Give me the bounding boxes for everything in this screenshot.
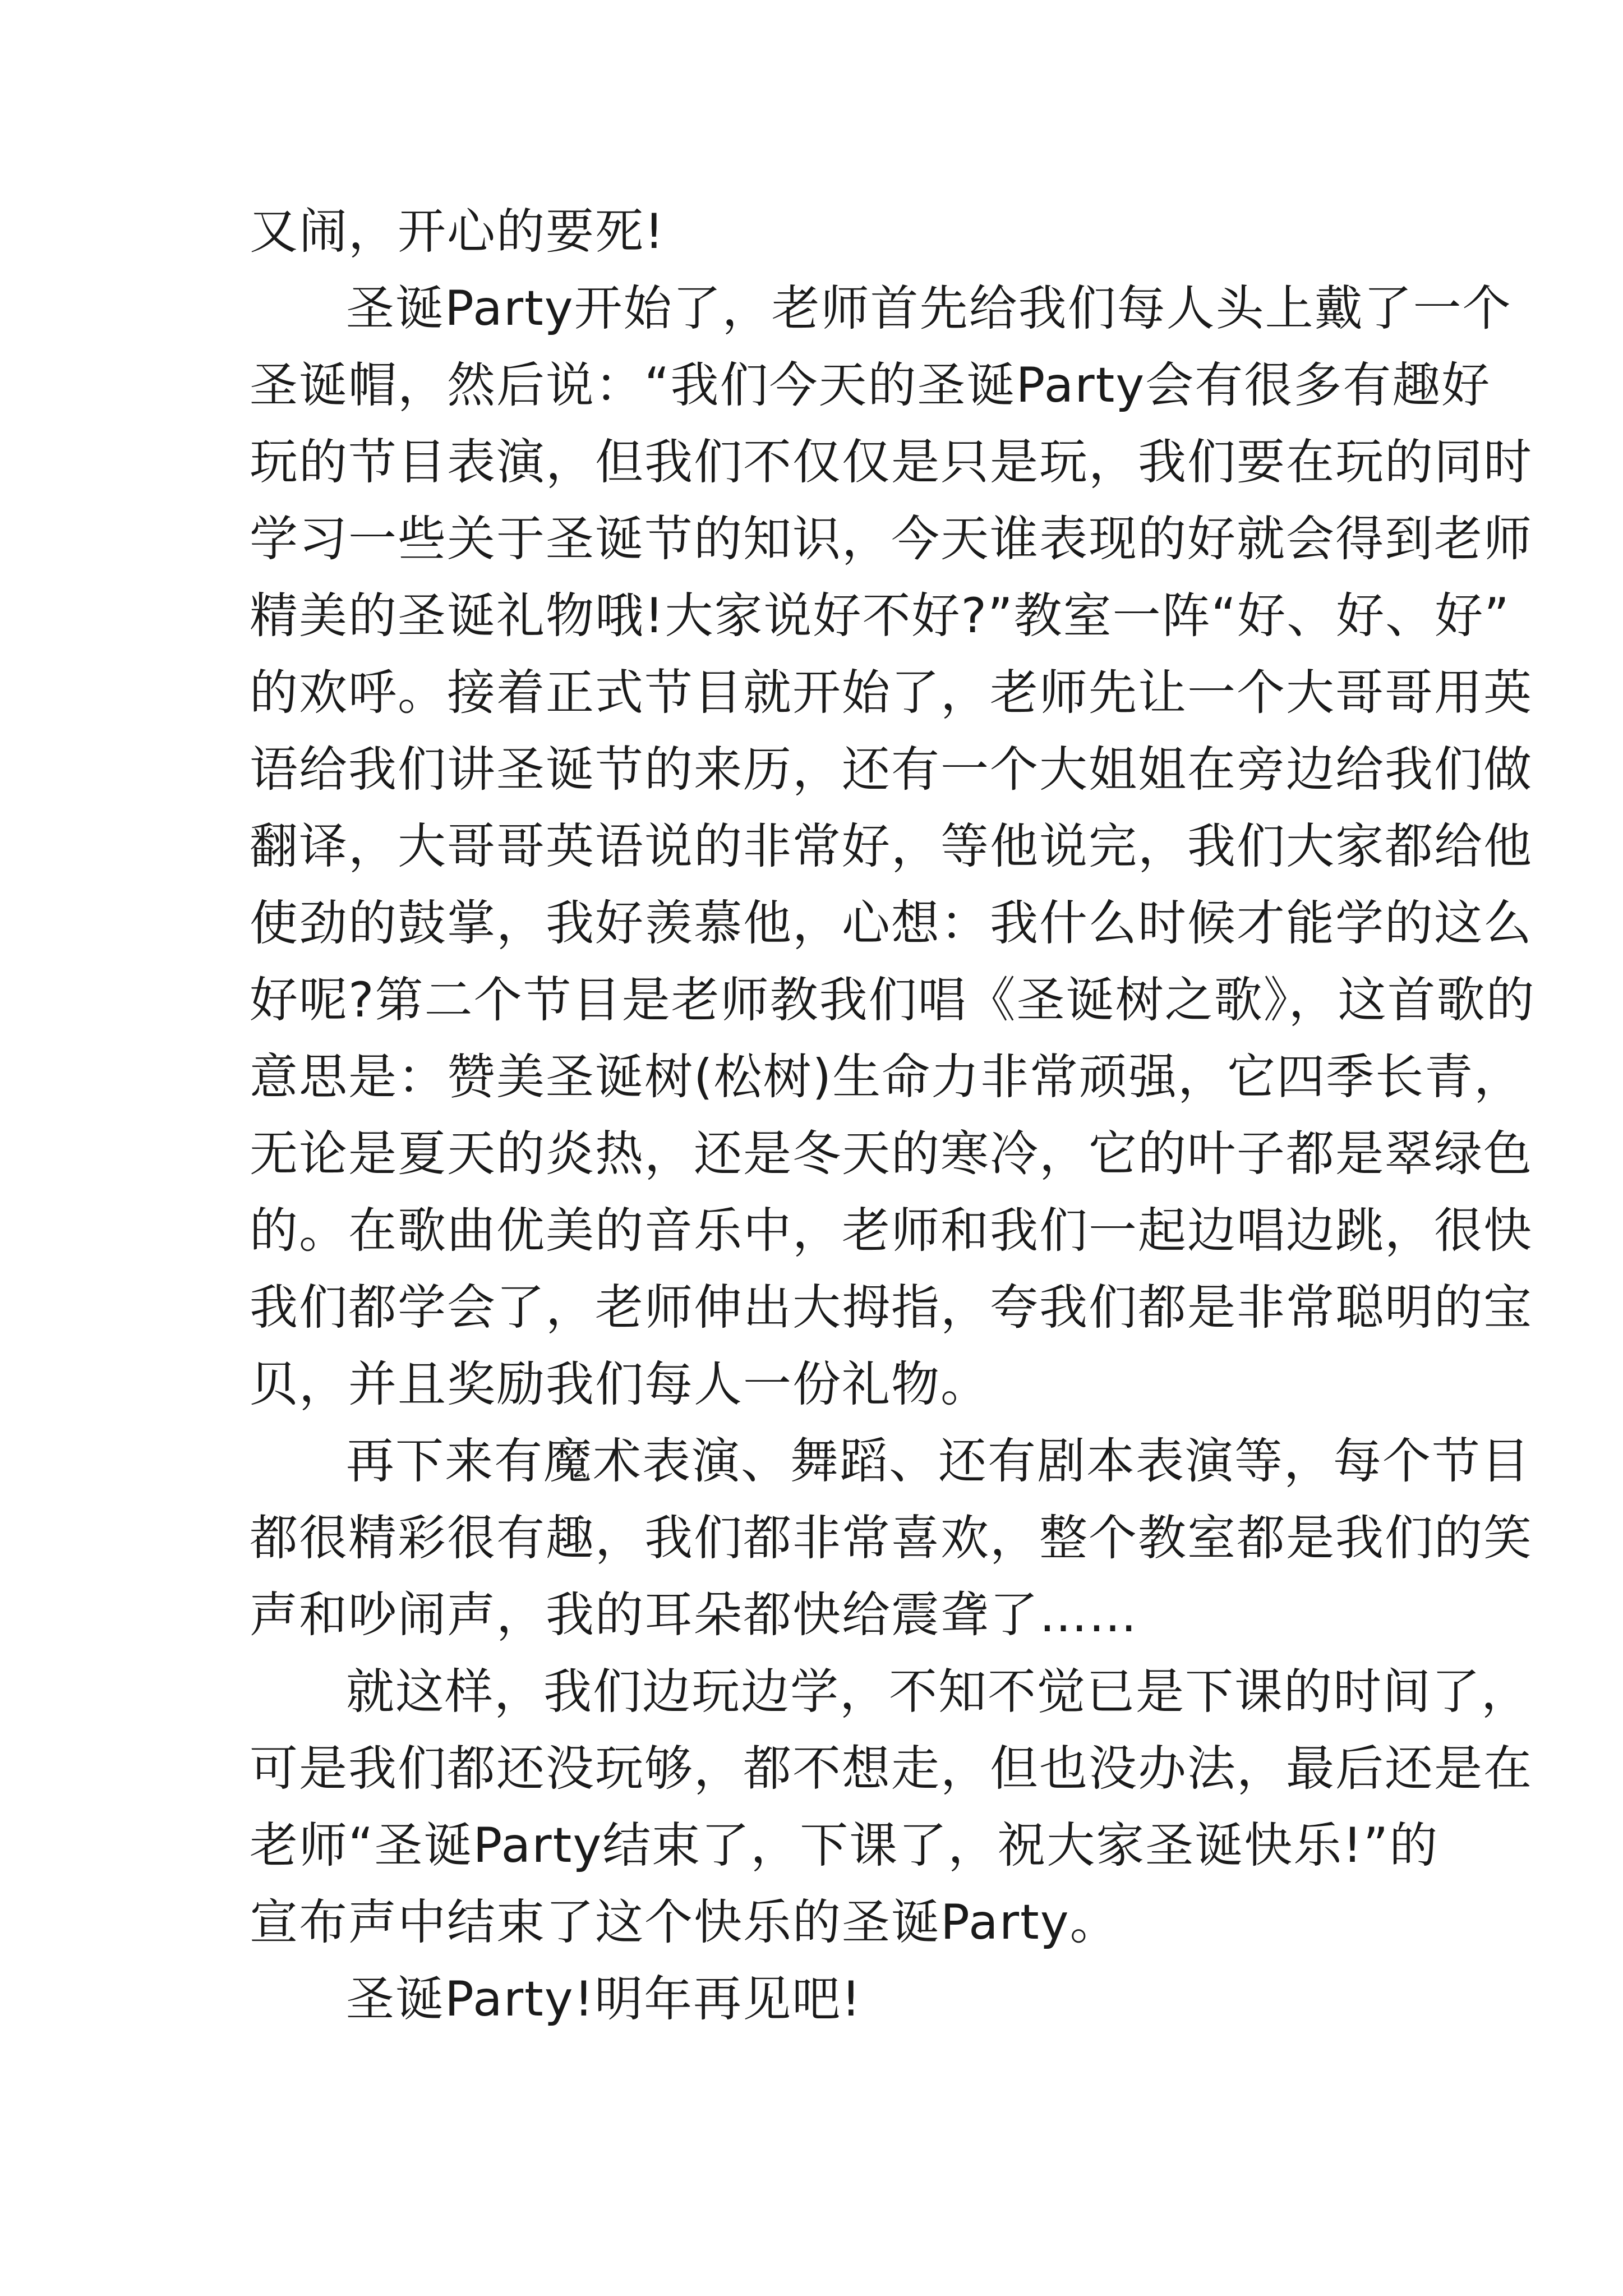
paragraph — [250, 1423, 1533, 1654]
paragraph-line: 使劲的鼓掌，我好羡慕他，心想：我什么时候才能学的这么 — [250, 895, 1533, 951]
paragraph-line: 都很精彩很有趣，我们都非常喜欢，整个教室都是我们的笑 — [250, 1510, 1533, 1566]
article-body — [250, 194, 1536, 2038]
paragraph-line: 的欢呼。接着正式节目就开始了，老师先让一个大哥哥用英 — [250, 665, 1533, 721]
paragraph-line: 宣布声中结束了这个快乐的圣诞Party。 — [250, 1894, 1119, 1950]
paragraph — [250, 1961, 1377, 2038]
paragraph-line: 圣诞Party!明年再见吧! — [346, 1971, 862, 2027]
paragraph-line: 学习一些关于圣诞节的知识，今天谁表现的好就会得到老师 — [250, 511, 1533, 567]
paragraph-line: 圣诞Party开始了，老师首先给我们每人头上戴了一个 — [346, 280, 1512, 337]
paragraph — [250, 1654, 1533, 1961]
paragraph-line: 就这样，我们边玩边学，不知不觉已是下课的时间了， — [346, 1664, 1530, 1720]
paragraph-line: 意思是：赞美圣诞树(松树)生命力非常顽强，它四季长青， — [250, 1049, 1524, 1105]
paragraph-line: 声和吵闹声，我的耳朵都快给震聋了…… — [250, 1587, 1138, 1643]
paragraph-line: 贝，并且奖励我们每人一份礼物。 — [250, 1356, 990, 1412]
paragraph-line: 又闹，开心的要死! — [250, 204, 665, 260]
paragraph-line: 翻译，大哥哥英语说的非常好，等他说完，我们大家都给他 — [250, 818, 1533, 875]
paragraph-line: 我们都学会了，老师伸出大拇指，夸我们都是非常聪明的宝 — [250, 1280, 1533, 1336]
paragraph-line: 圣诞帽，然后说：“我们今天的圣诞Party会有很多有趣好 — [250, 357, 1491, 413]
paragraph-line: 的。在歌曲优美的音乐中，老师和我们一起边唱边跳，很快 — [250, 1203, 1533, 1259]
paragraph — [250, 270, 1536, 1423]
paragraph-line: 语给我们讲圣诞节的来历，还有一个大姐姐在旁边给我们做 — [250, 742, 1533, 798]
paragraph-line: 再下来有魔术表演、舞蹈、还有剧本表演等，每个节目 — [346, 1433, 1530, 1489]
paragraph-line: 老师“圣诞Party结束了，下课了，祝大家圣诞快乐!”的 — [250, 1818, 1439, 1874]
paragraph — [250, 194, 1377, 270]
paragraph-line: 玩的节目表演，但我们不仅仅是只是玩，我们要在玩的同时 — [250, 434, 1533, 490]
paragraph-line: 无论是夏天的炎热，还是冬天的寒冷，它的叶子都是翠绿色 — [250, 1126, 1533, 1182]
paragraph-line: 精美的圣诞礼物哦!大家说好不好?”教室一阵“好、好、好” — [250, 588, 1510, 644]
paragraph-line: 可是我们都还没玩够，都不想走，但也没办法，最后还是在 — [250, 1741, 1533, 1797]
paragraph-line: 好呢?第二个节目是老师教我们唱《圣诞树之歌》，这首歌的 — [250, 972, 1536, 1028]
